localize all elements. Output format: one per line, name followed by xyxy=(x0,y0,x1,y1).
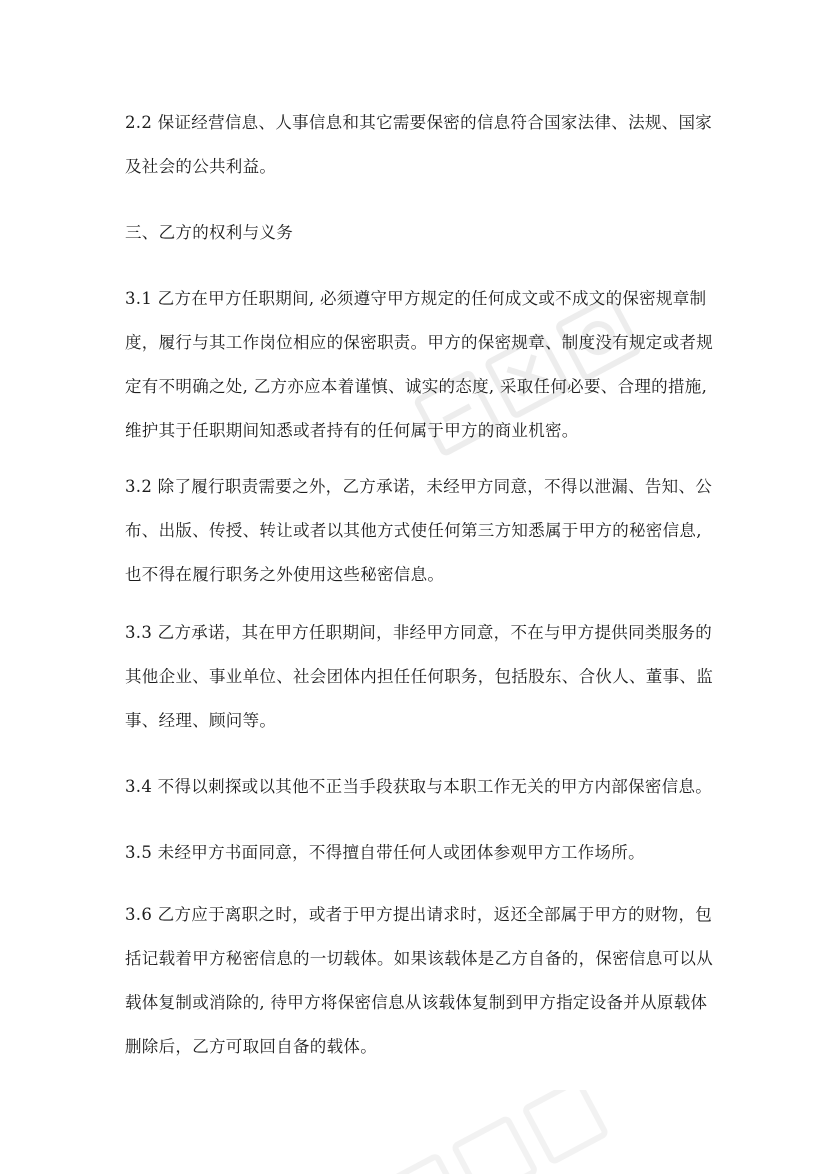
paragraph-line: 载体复制或消除的, 待甲方将保密信息从该载体复制到甲方指定设备并从原载体 xyxy=(125,993,708,1012)
paragraph-line: 3.4 不得以刺探或以其他不正当手段获取与本职工作无关的甲方内部保密信息。 xyxy=(125,777,713,796)
paragraph-line: 定有不明确之处, 乙方亦应本着谨慎、诚实的态度, 采取任何必要、合理的措施, xyxy=(125,377,708,396)
paragraph-line: 也不得在履行职务之外使用这些秘密信息。 xyxy=(125,565,445,584)
paragraph-3-3 xyxy=(125,611,715,743)
paragraph-line: 3.5 未经甲方书面同意，不得擅自带任何人或团体参观甲方工作场所。 xyxy=(125,843,645,862)
paragraph-line: 事、经理、顾问等。 xyxy=(125,711,277,730)
watermark-bottom-icon xyxy=(340,1090,640,1174)
paragraph-3-6 xyxy=(125,893,715,1069)
paragraph-line: 布、出版、传授、转让或者以其他方式使任何第三方知悉属于甲方的秘密信息, xyxy=(125,521,702,540)
paragraph-line: 3.1 乙方在甲方任职期间, 必须遵守甲方规定的任何成文或不成文的保密规章制 xyxy=(125,289,707,308)
paragraph-line: 及社会的公共利益。 xyxy=(125,157,277,176)
section-heading-text: 三、乙方的权利与义务 xyxy=(125,223,293,242)
paragraph-3-1 xyxy=(125,277,715,453)
paragraph-line: 2.2 保证经营信息、人事信息和其它需要保密的信息符合国家法律、法规、国家 xyxy=(125,113,713,132)
paragraph-line: 度，履行与其工作岗位相应的保密职责。甲方的保密规章、制度没有规定或者规 xyxy=(125,333,713,352)
paragraph-3-2 xyxy=(125,465,715,597)
paragraph-line: 维护其于任职期间知悉或者持有的任何属于甲方的商业机密。 xyxy=(125,421,579,440)
paragraph-line: 括记载着甲方秘密信息的一切载体。如果该载体是乙方自备的，保密信息可以从 xyxy=(125,949,713,968)
paragraph-line: 3.3 乙方承诺，其在甲方任职期间，非经甲方同意，不在与甲方提供同类服务的 xyxy=(125,623,713,642)
paragraph-line: 3.2 除了履行职责需要之外，乙方承诺，未经甲方同意，不得以泄漏、告知、公 xyxy=(125,477,713,496)
section-heading xyxy=(125,211,715,255)
paragraph-line: 删除后，乙方可取回自备的载体。 xyxy=(125,1037,377,1056)
paragraph-3-5 xyxy=(125,831,715,875)
paragraph-line: 3.6 乙方应于离职之时，或者于甲方提出请求时，返还全部属于甲方的财物，包 xyxy=(125,905,713,924)
paragraph-3-4 xyxy=(125,765,715,809)
paragraph-2-2 xyxy=(125,101,715,189)
paragraph-line: 其他企业、事业单位、社会团体内担任任何职务，包括股东、合伙人、董事、监 xyxy=(125,667,713,686)
